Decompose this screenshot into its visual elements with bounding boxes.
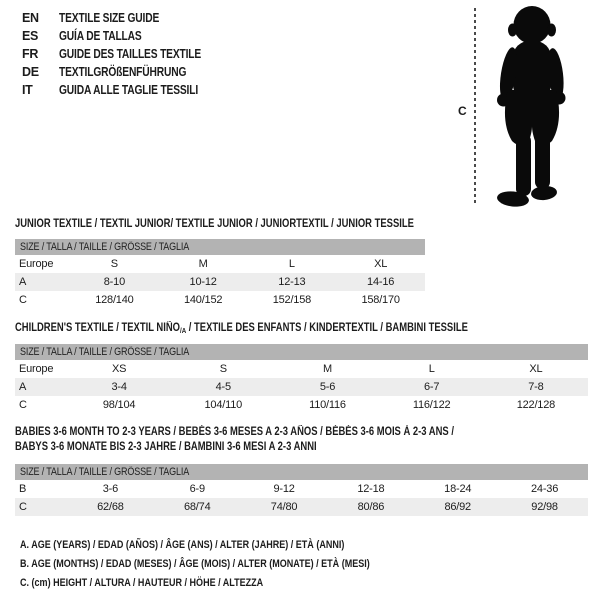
table-cell: M — [322, 363, 332, 375]
table-cell: 8-10 — [70, 273, 159, 291]
table-cell: 4-5 — [171, 378, 275, 396]
footnote-a — [20, 536, 447, 555]
table-cell: 12-13 — [248, 273, 337, 291]
language-label: TEXTILE SIZE GUIDE — [59, 11, 160, 25]
language-row — [22, 45, 232, 63]
table-cell: XS — [111, 363, 127, 375]
language-row — [22, 63, 232, 81]
table-cell: 6-7 — [380, 378, 484, 396]
table-cell: A — [15, 273, 70, 291]
table-row — [15, 360, 588, 378]
table-cell: S — [110, 258, 118, 270]
table-cell: 116/122 — [412, 399, 451, 411]
table-cell: L — [288, 258, 295, 270]
table-cell: 140/152 — [183, 294, 223, 306]
table-cell: XL — [529, 363, 543, 375]
table-cell: 3-6 — [102, 483, 119, 495]
table-cell: 5-6 — [275, 378, 379, 396]
footnote-text: A. AGE (YEARS) / EDAD (AÑOS) / ÂGE (ANS) / ALTER (JAHRE) / ETÀ (ANNI) — [20, 539, 345, 551]
language-code: FR — [22, 47, 39, 61]
table-row — [15, 396, 588, 414]
children-size-table — [15, 344, 588, 414]
language-label: GUÍA DE TALLAS — [59, 29, 142, 43]
language-code: ES — [22, 29, 39, 43]
language-code: IT — [22, 83, 33, 97]
children-table-title-text — [15, 321, 468, 338]
table-cell: 128/140 — [95, 294, 134, 306]
babies-table-title — [15, 425, 550, 455]
table-row — [15, 273, 425, 291]
baby-silhouette-icon — [482, 4, 578, 210]
title-part: CHILDREN'S TEXTILE / TEXTIL NIÑO — [15, 322, 181, 334]
table-cell: S — [219, 363, 227, 375]
babies-title-line1: BABIES 3-6 MONTH TO 2-3 YEARS / BEBÉS 3-6 MESES A 2-3 AÑOS / BÉBÉS 3-6 MOIS À 2-3 ANS / — [15, 426, 454, 438]
table-cell: C — [15, 498, 67, 516]
table-cell: 122/128 — [516, 399, 556, 411]
size-header-label: SIZE / TALLA / TAILLE / GRÖSSE / TAGLIA — [20, 466, 190, 478]
size-header-bar — [15, 464, 588, 480]
footnote-b — [20, 555, 447, 574]
table-cell: 6-9 — [189, 483, 205, 495]
size-header-bar — [15, 344, 588, 360]
table-cell: 12-18 — [357, 483, 385, 495]
table-cell: B — [19, 483, 27, 495]
junior-size-table — [15, 239, 425, 309]
table-cell: 62/68 — [67, 498, 154, 516]
title-part: / TEXTILE DES ENFANTS / KINDERTEXTIL / BAMBINI TESSILE — [186, 322, 468, 334]
height-measure-label: C — [458, 104, 467, 118]
table-cell: 9-12 — [273, 483, 295, 495]
table-row — [15, 480, 588, 498]
footnote-c — [20, 574, 447, 593]
table-row — [15, 291, 425, 309]
table-cell: 152/158 — [272, 294, 312, 306]
table-cell: 3-4 — [67, 378, 171, 396]
table-cell: 80/86 — [327, 498, 414, 516]
table-cell: 10-12 — [159, 273, 248, 291]
table-cell: C — [19, 399, 27, 411]
table-cell: C — [19, 294, 27, 306]
babies-title-line2: BABYS 3-6 MONATE BIS 2-3 JAHRE / BAMBINI 3-6 MESI A 2-3 ANNI — [15, 441, 317, 453]
footnote-text: C. (cm) HEIGHT / ALTURA / HAUTEUR / HÖHE / ALTEZZA — [20, 577, 264, 589]
table-cell: 158/170 — [361, 294, 400, 306]
table-row — [15, 378, 588, 396]
language-row — [22, 9, 232, 27]
table-row — [15, 498, 588, 516]
table-cell: Europe — [19, 258, 54, 270]
children-table-title — [15, 321, 567, 338]
table-cell: M — [198, 258, 208, 270]
table-cell: 86/92 — [414, 498, 501, 516]
table-cell: 104/110 — [204, 399, 243, 411]
table-cell: 24-36 — [531, 483, 559, 495]
table-cell: 98/104 — [102, 399, 136, 411]
language-row — [22, 27, 232, 45]
table-cell: 7-8 — [484, 378, 588, 396]
table-cell: A — [15, 378, 67, 396]
table-cell: 18-24 — [444, 483, 472, 495]
junior-table-title — [15, 217, 501, 232]
footnote-text: B. AGE (MONTHS) / EDAD (MESES) / ÂGE (MOIS) / ALTER (MONATE) / ETÀ (MESI) — [20, 558, 370, 570]
language-code: EN — [22, 11, 39, 25]
footnotes-block — [20, 536, 447, 593]
title-subscript: /A — [180, 326, 187, 335]
table-cell: 68/74 — [154, 498, 241, 516]
language-label: GUIDA ALLE TAGLIE TESSILI — [59, 83, 199, 97]
language-row — [22, 81, 232, 99]
language-code: DE — [22, 65, 39, 79]
size-header-label: SIZE / TALLA / TAILLE / GRÖSSE / TAGLIA — [20, 346, 190, 358]
table-cell: L — [428, 363, 435, 375]
table-cell: 110/116 — [309, 399, 346, 411]
language-label: TEXTILGRÖßENFÜHRUNG — [59, 65, 187, 79]
size-header-bar — [15, 239, 425, 255]
babies-size-table — [15, 464, 588, 516]
table-cell: 74/80 — [241, 498, 328, 516]
table-cell: 92/98 — [501, 498, 588, 516]
height-measure-line — [474, 8, 476, 205]
size-header-label: SIZE / TALLA / TAILLE / GRÖSSE / TAGLIA — [20, 241, 190, 253]
language-title-block — [22, 9, 232, 99]
table-row — [15, 255, 425, 273]
language-label: GUIDE DES TAILLES TEXTILE — [59, 47, 202, 61]
table-cell: XL — [374, 258, 388, 270]
junior-table-title-text: JUNIOR TEXTILE / TEXTIL JUNIOR/ TEXTILE JUNIOR / JUNIORTEXTIL / JUNIOR TESSILE — [15, 218, 414, 230]
table-cell: Europe — [19, 363, 54, 375]
table-cell: 14-16 — [336, 273, 425, 291]
